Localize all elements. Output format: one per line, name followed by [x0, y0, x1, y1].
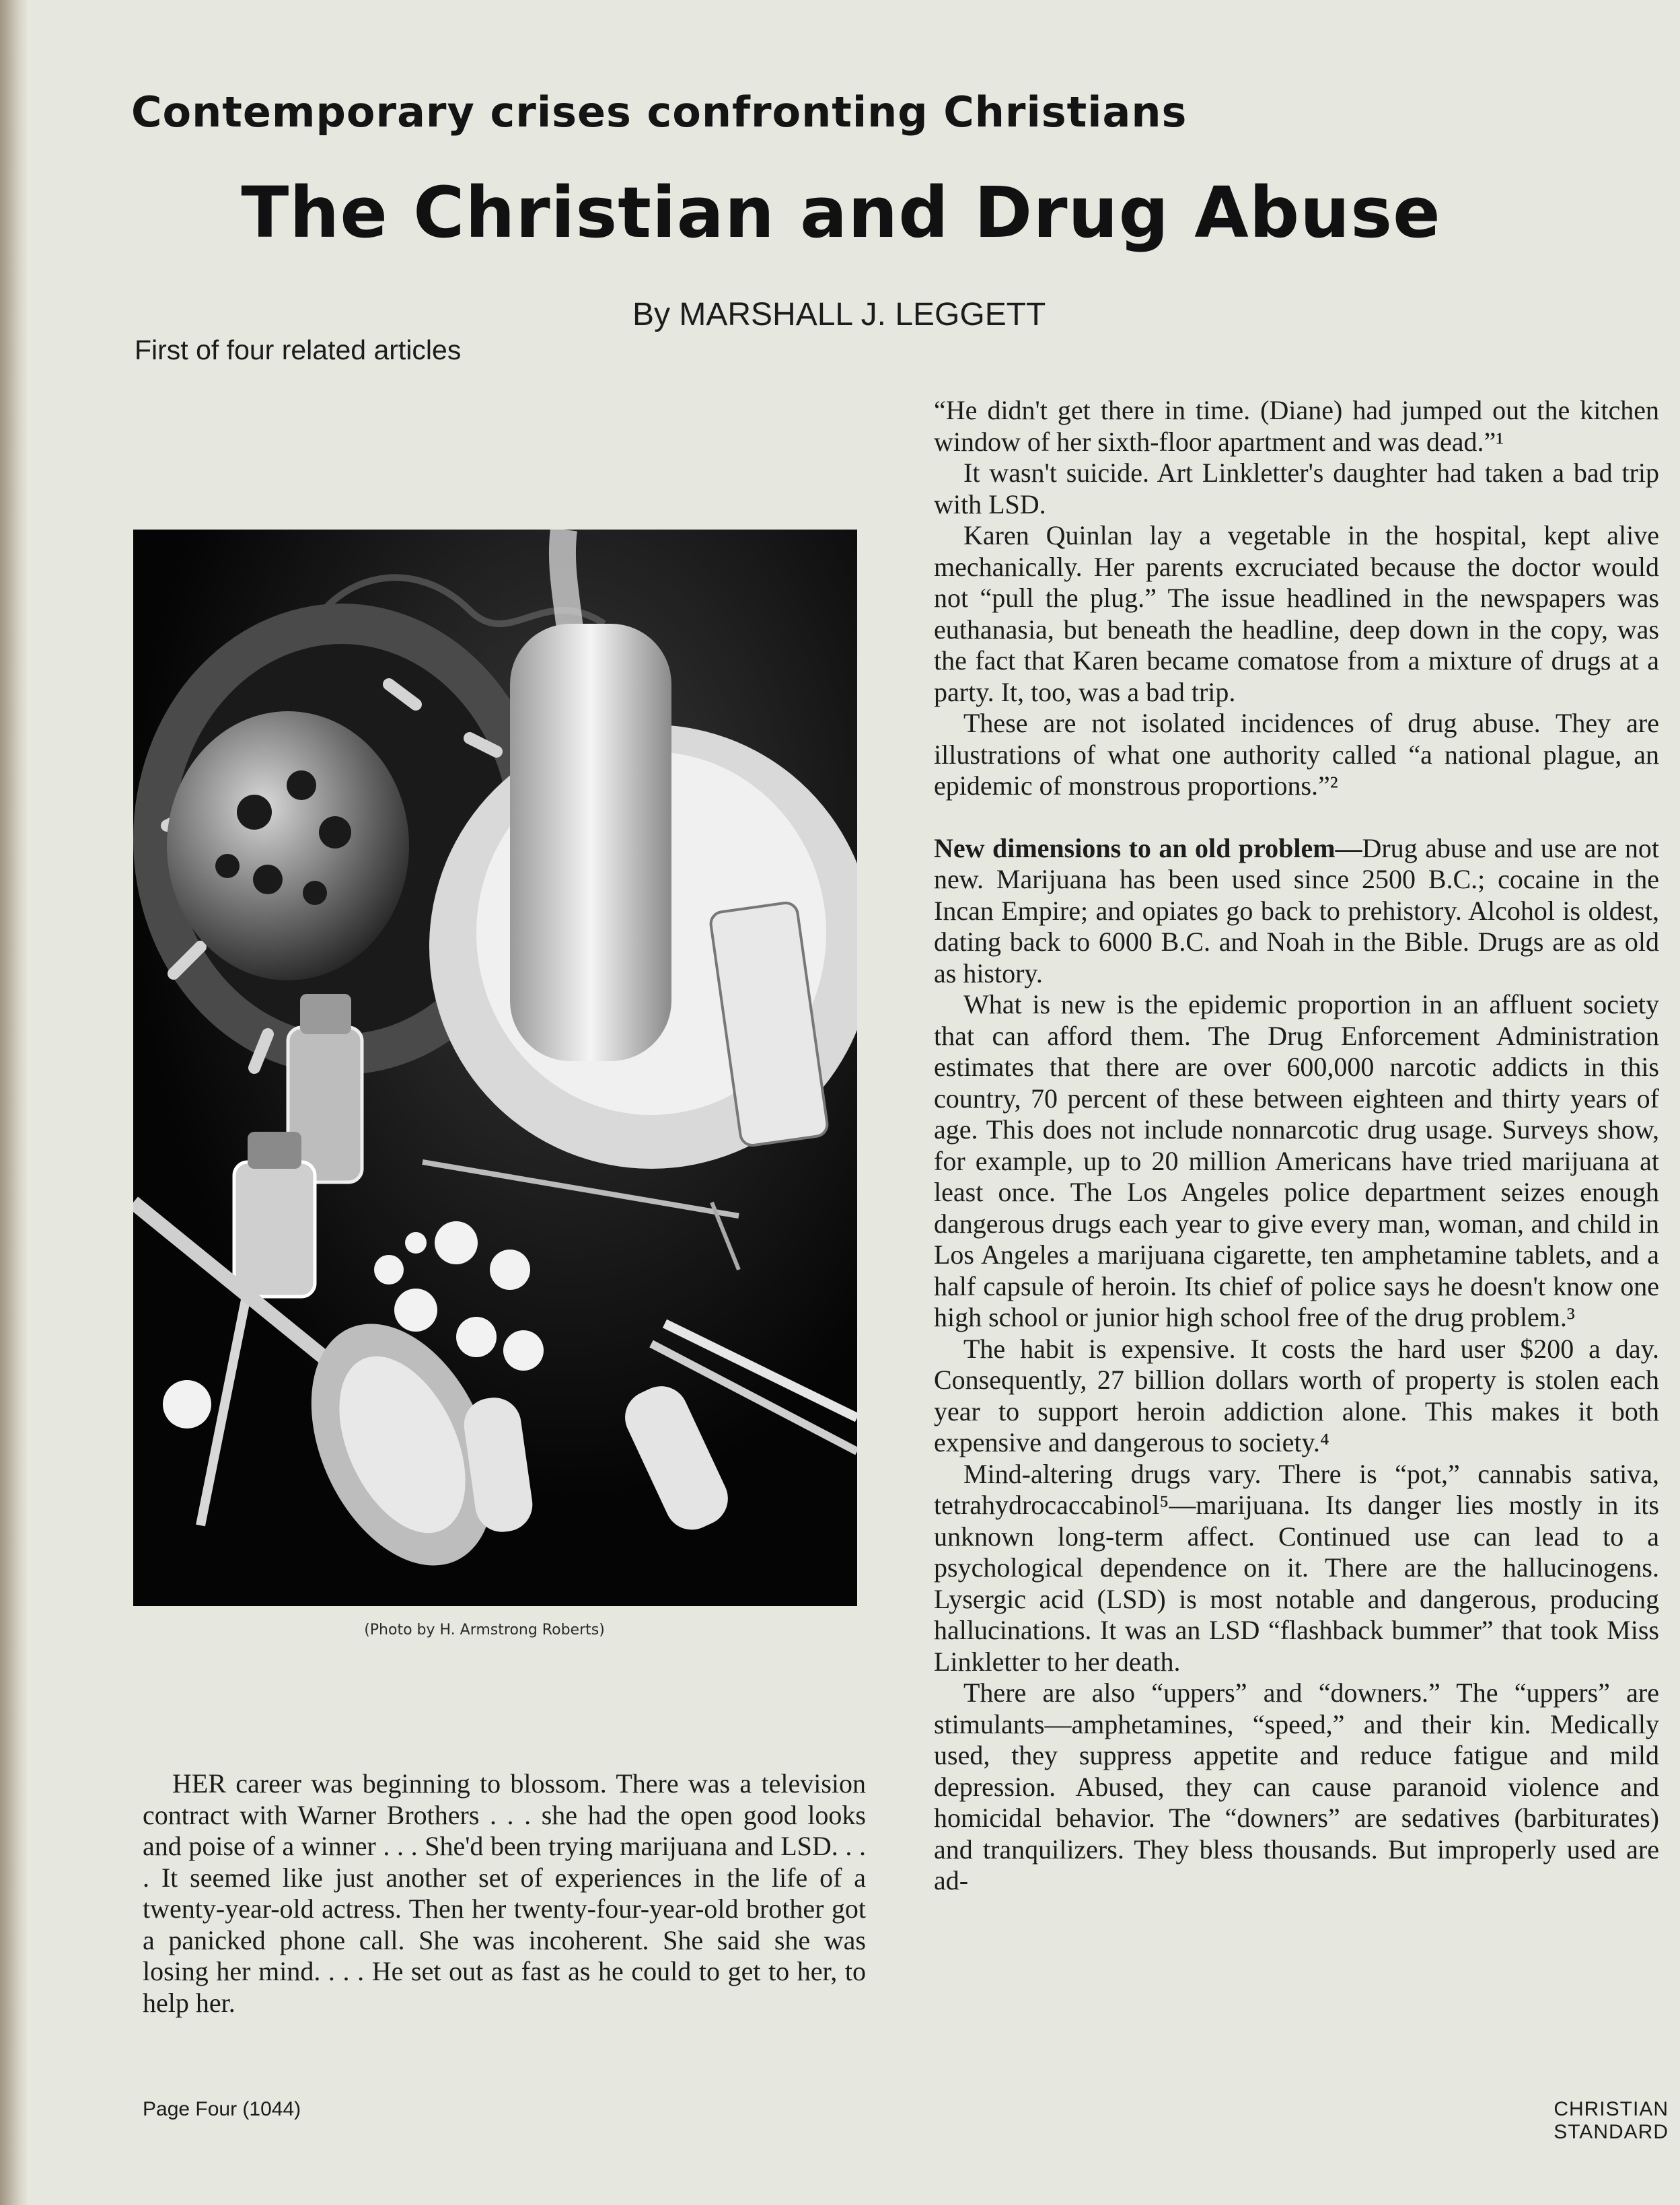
paragraph: It wasn't suicide. Art Linkletter's daughter had taken a bad trip with LSD.: [934, 458, 1659, 519]
paragraph: Mind-altering drugs vary. There is “pot,” cannabis sativa, tetrahydrocaccabinol⁵—marijuana. Its danger lies mostly in its unknown long-term affect. Continued use can lead to a psychological dependence on it. There are the hallucinogens. Lysergic acid (LSD) is most notable and dangerous, producing hallucinations. It was an LSD “flashback bummer” that took Miss Linkletter to her death.: [934, 1458, 1659, 1677]
byline: By MARSHALL J. LEGGETT: [632, 297, 1046, 332]
opening-paragraph: HER career was beginning to blossom. There was a television contract with Warner Brothers . . . she had the open good looks and poise of a winner . . . She'd been trying marijuana and LSD. . . . It seemed like just another set of experiences in the life of a twenty-year-old actress. Then her twenty-four-year-old brother got a panicked phone call. She was incoherent. She said she was losing her mind. . . . He set out as fast as he could to get to her, to help her.: [143, 1768, 866, 2018]
left-column-text: [143, 1768, 866, 2019]
article-title: The Christian and Drug Abuse: [241, 172, 1441, 254]
paragraph: Karen Quinlan lay a vegetable in the hospital, kept alive mechanically. Her parents excruciated because the doctor would not “pull the plug.” The issue headlined in the newspapers was euthanasia, but beneath the headline, deep down in the copy, was the fact that Karen became comatose from a mixture of drugs at a party. It, too, was a bad trip.: [934, 520, 1659, 707]
drug-paraphernalia-photo: [133, 530, 857, 1606]
paragraph: These are not isolated incidences of drug abuse. They are illustrations of what one authority called “a national plague, an epidemic of monstrous proportions.”²: [934, 708, 1659, 801]
binding-gutter: [0, 0, 28, 2205]
page-number: Page Four (1044): [143, 2098, 301, 2120]
paragraph: There are also “uppers” and “downers.” The “uppers” are stimulants—amphetamines, “speed,” and their kin. Medically used, they suppress appetite and reduce fatigue and mild depression. Abused, they can cause paranoid violence and homicidal behavior. The “downers” are sedatives (barbiturates) and tranquilizers. They bless thousands. But improperly used are ad-: [934, 1677, 1659, 1895]
right-column-text: [934, 395, 1659, 1897]
series-kicker: Contemporary crises confronting Christians: [131, 87, 1188, 137]
publication-name: CHRISTIAN STANDARD: [1554, 2098, 1669, 2143]
paragraph: What is new is the epidemic proportion in an affluent society that can afford them. The Drug Enforcement Administration estimates that there are over 600,000 narcotic addicts in this country, 70 percent of these between eighteen and thirty years of age. This does not include nonnarcotic drug usage. Surveys show, for example, up to 20 million Americans have tried marijuana at least once. The Los Angeles police department seizes enough dangerous drugs each year to give every man, woman, and child in Los Angeles a marijuana cigarette, ten amphetamine tablets, and a half capsule of heroin. Its chief of police says he doesn't know one high school or junior high school free of the drug problem.³: [934, 989, 1659, 1332]
section-paragraph: [934, 833, 1659, 990]
series-note: First of four related articles: [135, 334, 462, 365]
section-lead-text: Drug abuse and use are not new. Marijuana has been used since 2500 B.C.; cocaine in the Incan Empire; and opiates go back to prehistory. Alcohol is oldest, dating back to 6000 B.C. and Noah in the Bible. Drugs are as old as history.: [934, 832, 1659, 988]
paragraph: “He didn't get there in time. (Diane) had jumped out the kitchen window of her sixth-floor apartment and was dead.”¹: [934, 395, 1659, 457]
section-heading: New dimensions to an old problem—: [934, 832, 1362, 863]
paragraph: The habit is expensive. It costs the hard user $200 a day. Consequently, 27 billion dollars worth of property is stolen each year to support heroin addiction alone. This makes it both expensive and dangerous to society.⁴: [934, 1333, 1659, 1457]
photo-credit: (Photo by H. Armstrong Roberts): [364, 1622, 605, 1638]
